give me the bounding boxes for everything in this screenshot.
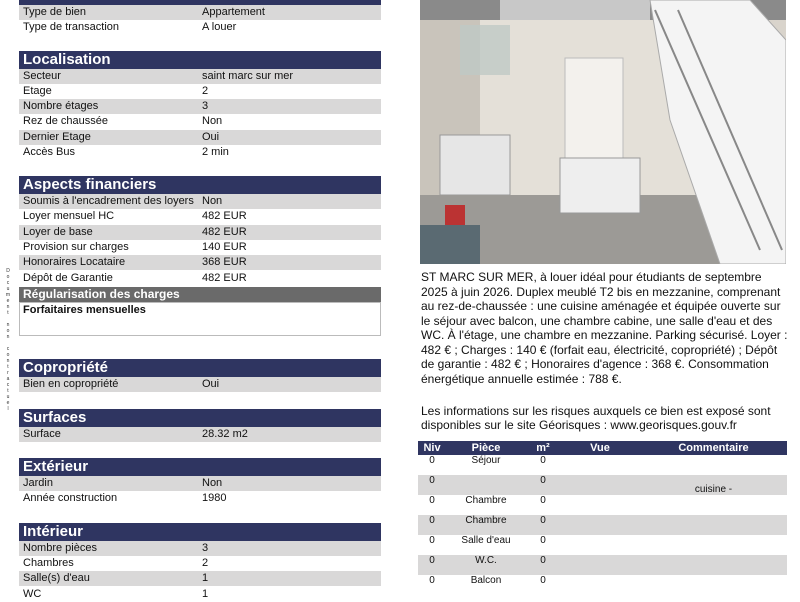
cell-piece: Balcon: [470, 575, 502, 586]
row-label: Rez de chaussée: [23, 115, 108, 127]
cell-comment: [640, 555, 787, 575]
info-row: [19, 194, 381, 209]
table-row: [418, 455, 787, 475]
cell-piece: Salle d'eau: [461, 535, 511, 546]
row-label: Secteur: [23, 70, 61, 82]
cell-m2: 0: [526, 555, 560, 575]
regularisation-box: [19, 302, 381, 336]
table-row: [418, 575, 787, 595]
cell-m2: 0: [540, 455, 546, 466]
row-value: saint marc sur mer: [202, 70, 294, 82]
table-row: [418, 555, 787, 575]
row-value: Non: [202, 477, 223, 489]
section-header-finance: Aspects financiers: [19, 176, 381, 194]
cell-piece: Séjour: [471, 455, 501, 466]
col-header-vue: Vue: [560, 441, 640, 455]
row-value: 368 EUR: [202, 256, 247, 268]
cell-piece: [446, 475, 526, 495]
cell-comment: [640, 515, 787, 535]
row-value: 482 EUR: [202, 210, 247, 222]
row-label: Loyer de base: [23, 226, 93, 238]
col-header-niv: Niv: [418, 441, 446, 455]
table-row: [418, 495, 787, 515]
cell-m2: 0: [526, 515, 560, 535]
property-photo-drawing: [420, 0, 786, 264]
cell-m2: 0: [540, 495, 546, 506]
cell-vue: [560, 495, 640, 515]
cell-niv: 0: [418, 475, 446, 495]
table-row: [418, 475, 787, 495]
col-header-commentaire: Commentaire: [640, 441, 787, 455]
row-label: Honoraires Locataire: [23, 256, 126, 268]
cell-m2: 0: [540, 575, 546, 586]
row-label: Loyer mensuel HC: [23, 210, 115, 222]
row-value: 482 EUR: [202, 272, 247, 284]
info-row: [19, 130, 381, 145]
row-value: 3: [202, 542, 209, 554]
regularisation-value: Forfaitaires mensuelles: [23, 304, 146, 316]
cell-piece: Chambre: [446, 515, 526, 535]
section-header-interieur: Intérieur: [19, 523, 381, 541]
cell-niv: 0: [429, 455, 435, 466]
cell-piece: W.C.: [446, 555, 526, 575]
cell-vue: [560, 535, 640, 555]
row-value: 28.32 m2: [202, 428, 248, 440]
info-row: [19, 145, 381, 160]
row-value: Oui: [202, 378, 220, 390]
row-value: 2: [202, 85, 209, 97]
row-label: Année construction: [23, 492, 118, 504]
section-header-exterieur: Extérieur: [19, 458, 381, 476]
col-header-piece: Pièce: [446, 441, 526, 455]
row-label: Dernier Etage: [23, 131, 91, 143]
row-value: Non: [202, 115, 223, 127]
row-value: 482 EUR: [202, 226, 247, 238]
row-label: Accès Bus: [23, 146, 75, 158]
cell-niv: 0: [429, 575, 435, 586]
row-value: Oui: [202, 131, 220, 143]
cell-comment: [640, 495, 787, 515]
table-row: [418, 535, 787, 555]
cell-vue: [560, 455, 640, 475]
info-row: [19, 255, 381, 270]
row-label: WC: [23, 588, 42, 600]
info-row: [19, 20, 381, 35]
cell-niv: 0: [429, 495, 435, 506]
cell-m2: 0: [526, 475, 560, 495]
row-label: Bien en copropriété: [23, 378, 119, 390]
row-label: Jardin: [23, 477, 53, 489]
table-row: [418, 515, 787, 535]
col-header-m2: m²: [526, 441, 560, 455]
row-label: Type de bien: [23, 6, 86, 18]
side-disclaimer: D o c u m e n t n o n c o n t r a c t u e l: [5, 268, 11, 412]
info-row: [19, 225, 381, 240]
info-row: [19, 69, 381, 84]
row-value: 2 min: [202, 146, 229, 158]
row-value: Appartement: [202, 6, 265, 18]
row-label: Provision sur charges: [23, 241, 129, 253]
row-label: Soumis à l'encadrement des loyers: [23, 195, 194, 207]
row-label: Salle(s) d'eau: [23, 572, 90, 584]
info-row: [19, 209, 381, 224]
info-row: [19, 541, 381, 556]
cell-niv: 0: [418, 515, 446, 535]
property-photo: [420, 0, 786, 264]
cell-comment: [640, 455, 787, 475]
info-row: [19, 377, 381, 392]
row-label: Etage: [23, 85, 52, 97]
info-row: [19, 491, 381, 506]
row-label: Chambres: [23, 557, 74, 569]
cell-m2: 0: [540, 535, 546, 546]
info-row: [19, 271, 381, 286]
rooms-table-header: [418, 441, 787, 455]
section-header-surfaces: Surfaces: [19, 409, 381, 427]
cell-vue: [560, 515, 640, 535]
info-row: [19, 114, 381, 129]
cell-niv: 0: [429, 535, 435, 546]
row-value: 1: [202, 588, 209, 600]
row-value: 2: [202, 557, 209, 569]
info-row: [19, 571, 381, 586]
cell-vue: [560, 555, 640, 575]
property-description: ST MARC SUR MER, à louer idéal pour étudiants de septembre 2025 à juin 2026. Duplex meublé T2 bis en mezzanine, comprenant au rez-de-chaussée : une cuisine aménagée et équipée ouverte sur le séjour avec balcon, une chambre cabine, une salle d'eau et des WC. À l'étage, une chambre en mezzanine. Parking sécurisé. Loyer : 482 € ; Charges : 140 € (forfait eau, électricité, copropriété) ; Dépôt de garantie : 482 € ; Honoraires d'agence : 368 €. Consommation énergétique annuelle estimée : 788 €.: [421, 270, 788, 386]
info-row: [19, 84, 381, 99]
info-row: [19, 476, 381, 491]
row-value: 1980: [202, 492, 227, 504]
row-value: 3: [202, 100, 209, 112]
cell-piece: Chambre: [465, 495, 507, 506]
info-row: [19, 556, 381, 571]
cell-comment: [640, 535, 787, 555]
row-label: Surface: [23, 428, 61, 440]
cell-vue: [560, 475, 640, 495]
row-label: Dépôt de Garantie: [23, 272, 113, 284]
section-header-localisation: Localisation: [19, 51, 381, 69]
info-row: [19, 427, 381, 442]
row-label: Nombre pièces: [23, 542, 97, 554]
risk-info: Les informations sur les risques auxquels ce bien est exposé sont disponibles sur le site Géorisques : www.georisques.gouv.fr: [421, 404, 771, 432]
cell-vue: [560, 575, 640, 595]
row-label: Nombre étages: [23, 100, 99, 112]
section-header-copropriete: Copropriété: [19, 359, 381, 377]
cell-comment: [640, 575, 787, 595]
row-value: 140 EUR: [202, 241, 247, 253]
row-value: A louer: [202, 21, 237, 33]
row-label: Type de transaction: [23, 21, 120, 33]
regularisation-header: Régularisation des charges: [19, 287, 381, 302]
info-row: [19, 240, 381, 255]
cell-niv: 0: [418, 555, 446, 575]
cell-comment: cuisine -: [640, 475, 787, 495]
row-value: 1: [202, 572, 209, 584]
info-row: [19, 5, 381, 20]
info-row: [19, 99, 381, 114]
rooms-table: [418, 441, 787, 595]
row-value: Non: [202, 195, 223, 207]
